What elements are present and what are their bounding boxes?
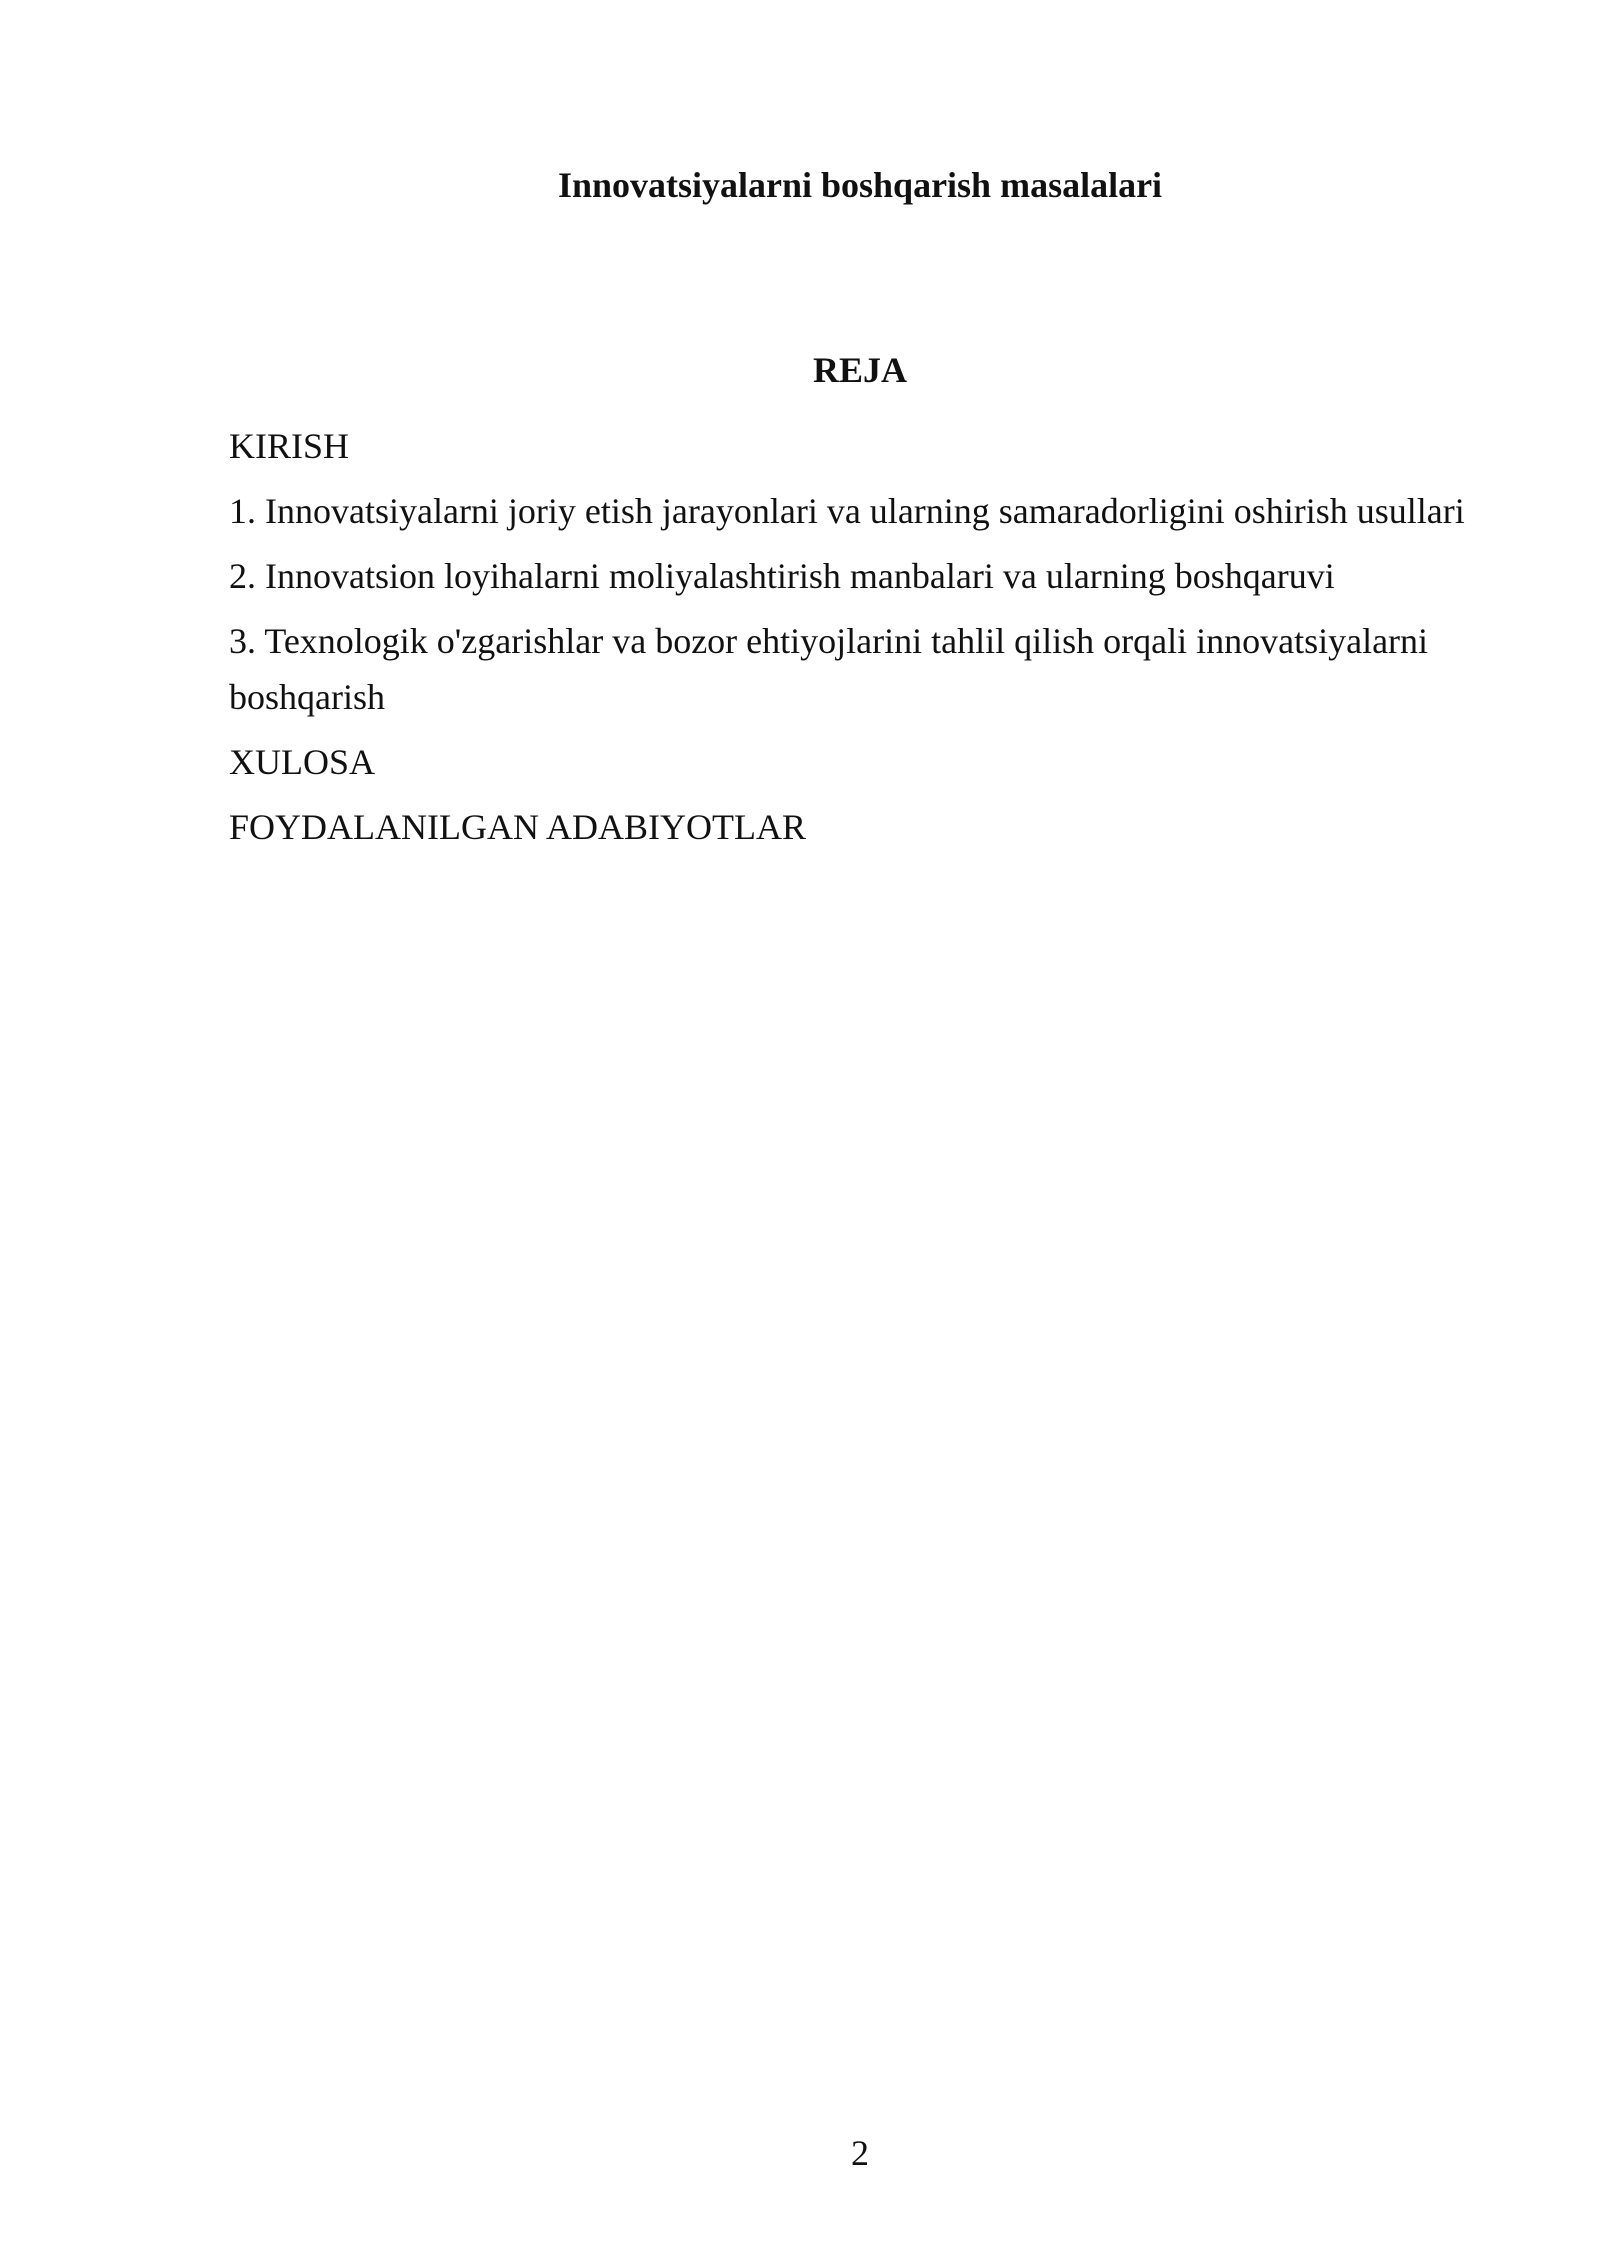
- plan-item-2: 2. Innovatsion loyihalarni moliyalashtirish manbalari va ularning boshqaruvi: [229, 556, 1335, 596]
- plan-list: [229, 418, 1529, 864]
- plan-item-3: 3. Texnologik o'zgarishlar va bozor ehtiyojlarini tahlil qilish orqali innovatsiyalarni boshqarish: [229, 621, 1429, 717]
- document-title: Innovatsiyalarni boshqarish masalalari: [557, 165, 1163, 205]
- plan-heading: REJA: [812, 350, 907, 390]
- plan-item-references: FOYDALANILGAN ADABIYOTLAR: [229, 807, 806, 847]
- page-number: 2: [851, 2133, 869, 2173]
- plan-item-introduction: KIRISH: [229, 426, 350, 466]
- plan-item-1: 1. Innovatsiyalarni joriy etish jarayonlari va ularning samaradorligini oshirish usullari: [229, 491, 1465, 531]
- plan-item-conclusion: XULOSA: [229, 742, 376, 782]
